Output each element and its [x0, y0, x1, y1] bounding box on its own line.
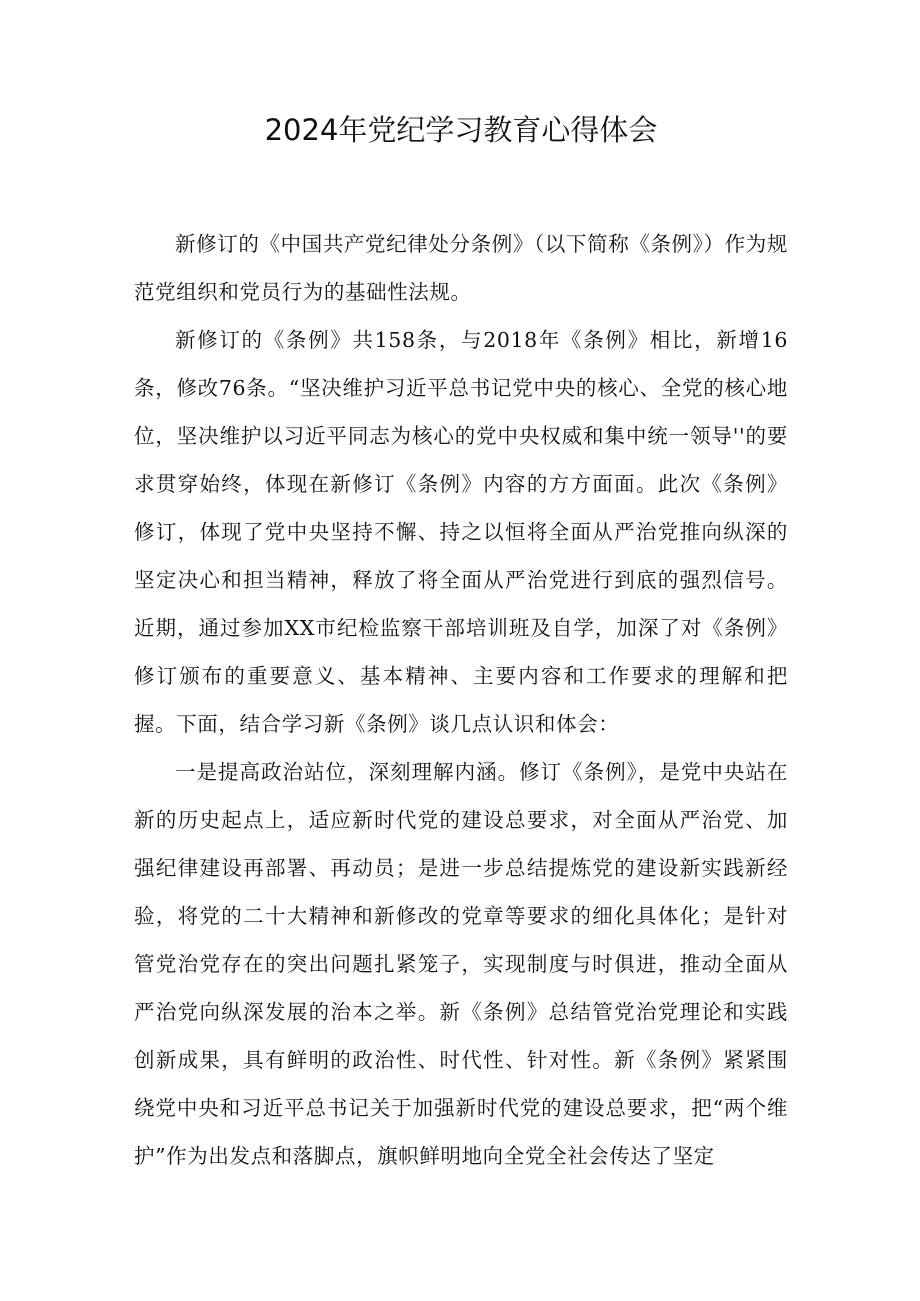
document-title: 2024年党纪学习教育心得体会: [264, 113, 658, 147]
paragraph-overview: 新修订的《条例》共158条，与2018年《条例》相比，新增16条，修改76条。“坚决维护习近平总书记党中央的核心、全党的核心地位，坚决维护以习近平同志为核心的党中央权威和集中统一领导''的要求贯穿始终，体现在新修订《条例》内容的方方面面。此次《条例》修订，体现了党中央坚持不懈、持之以恒将全面从严治党推向纵深的坚定决心和担当精神，释放了将全面从严治党进行到底的强烈信号。近期，通过参加XX市纪检监察干部培训班及自学，加深了对《条例》修订颁布的重要意义、基本精神、主要内容和工作要求的理解和把握。下面，结合学习新《条例》谈几点认识和体会：: [134, 328, 788, 736]
paragraph-intro: 新修订的《中国共产党纪律处分条例》（以下简称《条例》）作为规范党组织和党员行为的基础性法规。: [134, 232, 788, 304]
paragraph-point-one: 一是提高政治站位，深刻理解内涵。修订《条例》，是党中央站在新的历史起点上，适应新时代党的建设总要求，对全面从严治党、加强纪律建设再部署、再动员；是进一步总结提炼党的建设新实践新经验，将党的二十大精神和新修改的党章等要求的细化具体化；是针对管党治党存在的突出问题扎紧笼子，实现制度与时俱进，推动全面从严治党向纵深发展的治本之举。新《条例》总结管党治党理论和实践创新成果，具有鲜明的政治性、时代性、针对性。新《条例》紧紧围绕党中央和习近平总书记关于加强新时代党的建设总要求，把“两个维护”作为出发点和落脚点，旗帜鲜明地向全党全社会传达了坚定: [134, 760, 788, 1168]
